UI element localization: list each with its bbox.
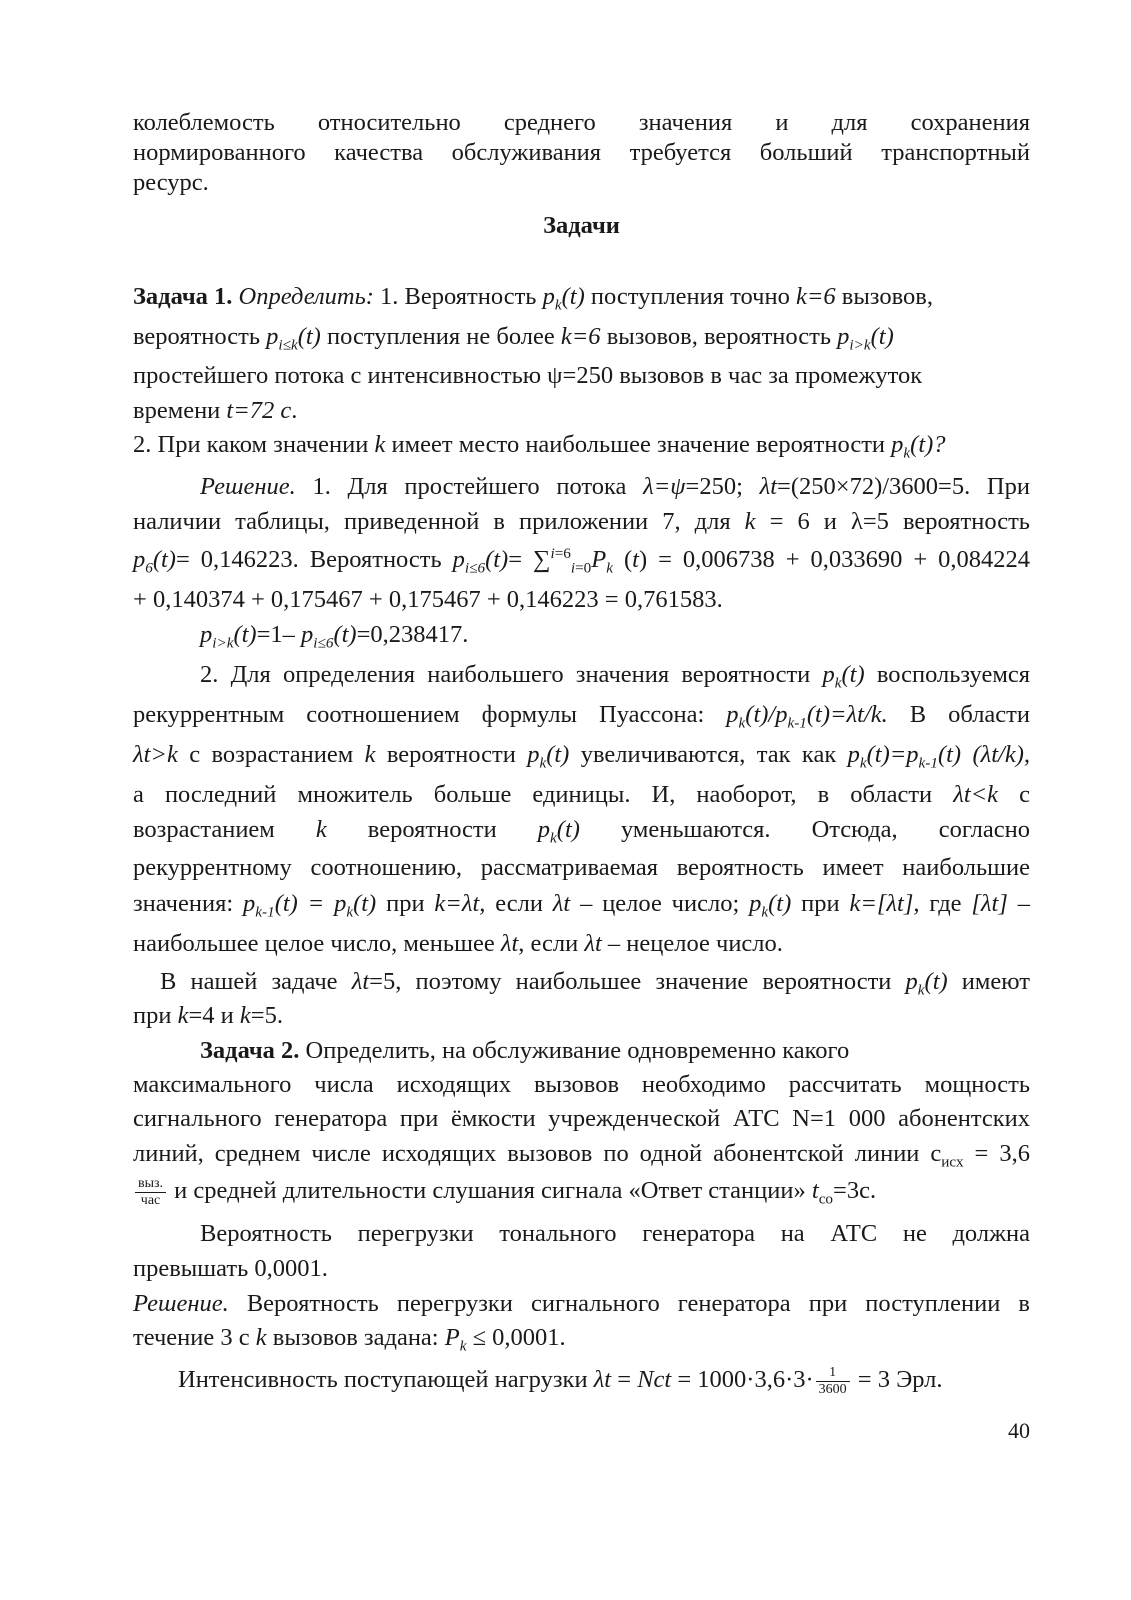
task2-title: Задача 2. (200, 1037, 300, 1064)
one-over-3600-fraction: $\frac{1}{3600}$ (816, 1365, 850, 1398)
solution1-line-10: возрастанием k вероятности $p_k(t)$ уменьшаются. Отсюда, согласно (133, 816, 1030, 847)
solution1-line-4: + 0,140374 + 0,175467 + 0,175467 + 0,146223 = 0,761583. (133, 586, 723, 613)
task1-line-2: вероятность $p_{i\le k}(t)$ поступления не более k=6 вызовов, вероятность $p_{i>k}(t)$ (133, 323, 894, 354)
page-number: 40 (1008, 1418, 1030, 1443)
task2-line-7: превышать 0,0001. (133, 1255, 328, 1282)
solution1-label: Решение. (200, 473, 296, 500)
task2-line-6: Вероятность перегрузки тонального генератора на АТС не должна (200, 1220, 1030, 1247)
task1-title: Задача 1. (133, 283, 233, 310)
task2-line-5: $\frac{\text{выз.}}{\text{час}}$ и средней длительности слушания сигнала «Ответ станции» $t_{со}=3с$. (133, 1176, 1030, 1209)
task1-line-4: времени t=72 с. (133, 397, 298, 424)
task2-line-4: линий, среднем числе исходящих вызовов по одной абонентской линии $с_{исх} = 3,6$ (133, 1140, 1030, 1171)
solution1-line-7: рекуррентным соотношением формулы Пуассона: $p_k(t)/p_{k-1}(t)=\lambda t/k$. В области (133, 701, 1030, 732)
solution1-line-8: λt>k с возрастанием k вероятности $p_k(t)$ увеличиваются, так как $p_k(t)=p_{k-1}(t)$ (λt/k), (133, 741, 1030, 772)
solution1-line-15: при k=4 и k=5. (133, 1002, 283, 1029)
task1-line-1: Задача 1. Определить: 1. Вероятность $p_k(t)$ поступления точно k=6 вызовов, (133, 283, 933, 314)
solution1-line-11: рекуррентному соотношению, рассматриваемая вероятность имеет наибольшие (133, 854, 1030, 881)
solution2-line-1: Решение. Вероятность перегрузки сигнального генератора при поступлении в (133, 1290, 1030, 1317)
solution1-line-2: наличии таблицы, приведенной в приложении 7, для k = 6 и λ=5 вероятность (133, 508, 1030, 535)
task1-lead: Определить: (238, 283, 374, 310)
solution1-line-13: наибольшее целое число, меньшее λt, если λt – нецелое число. (133, 930, 783, 957)
solution1-line-14: В нашей задаче λt=5, поэтому наибольшее значение вероятности $p_k(t)$ имеют (160, 968, 1030, 999)
task2-line-1: Задача 2. Определить, на обслуживание одновременно какого (200, 1037, 850, 1064)
solution1-line-5: $p_{i>k}(t)=1-$ $p_{i\le 6}(t)=0,238417$. (200, 621, 469, 652)
solution1-line-3: $p_6(t)= 0,146223$. Вероятность $p_{i\le 6}(t)= \sum^{i=6}_{i=0}P_k$ (t) = 0,006738 + 0,033690 + 0,084224 (133, 544, 1030, 577)
section-title: Задачи (543, 212, 620, 239)
solution2-label: Решение. (133, 1290, 229, 1317)
solution1-line-1: Решение. 1. Для простейшего потока λ=ψ=250; λt=(250×72)/3600=5. При (200, 473, 1030, 500)
intro-line-1: колеблемость относительно среднего значения и для сохранения (133, 109, 1030, 136)
intro-line-3: ресурс. (133, 169, 209, 196)
solution2-line-2: течение 3 с k вызовов задана: $P_k \le 0,0001$. (133, 1324, 566, 1355)
solution1-line-9: а последний множитель больше единицы. И, наоборот, в области λt<k с (133, 781, 1030, 808)
task1-line-5: 2. При каком значении k имеет место наибольшее значение вероятности $p_k(t)$? (133, 431, 946, 462)
solution1-line-6: 2. Для определения наибольшего значения вероятности $p_k(t)$ воспользуемся (200, 661, 1031, 692)
task1-line-3: простейшего потока с интенсивностью ψ=250 вызовов в час за промежуток (133, 362, 923, 389)
solution2-line-3: Интенсивность поступающей нагрузки λt = Nct = 1000·3,6·3· $\frac{1}{3600}$ = 3 Эрл. (178, 1365, 943, 1397)
task2-line-3: сигнального генератора при ёмкости учрежденческой АТС N=1 000 абонентских (133, 1105, 1030, 1132)
calls-per-hour-fraction: $\frac{\text{выз.}}{\text{час}}$ (135, 1176, 166, 1209)
intro-line-2: нормированного качества обслуживания требуется больший транспортный (133, 139, 1030, 166)
solution1-line-12: значения: $p_{k-1}(t) = p_k(t)$ при k=λt, если λt – целое число; $p_k(t)$ при k=[λt], где [λt] – (133, 890, 1030, 921)
task2-line-2: максимального числа исходящих вызовов необходимо рассчитать мощность (133, 1071, 1030, 1098)
